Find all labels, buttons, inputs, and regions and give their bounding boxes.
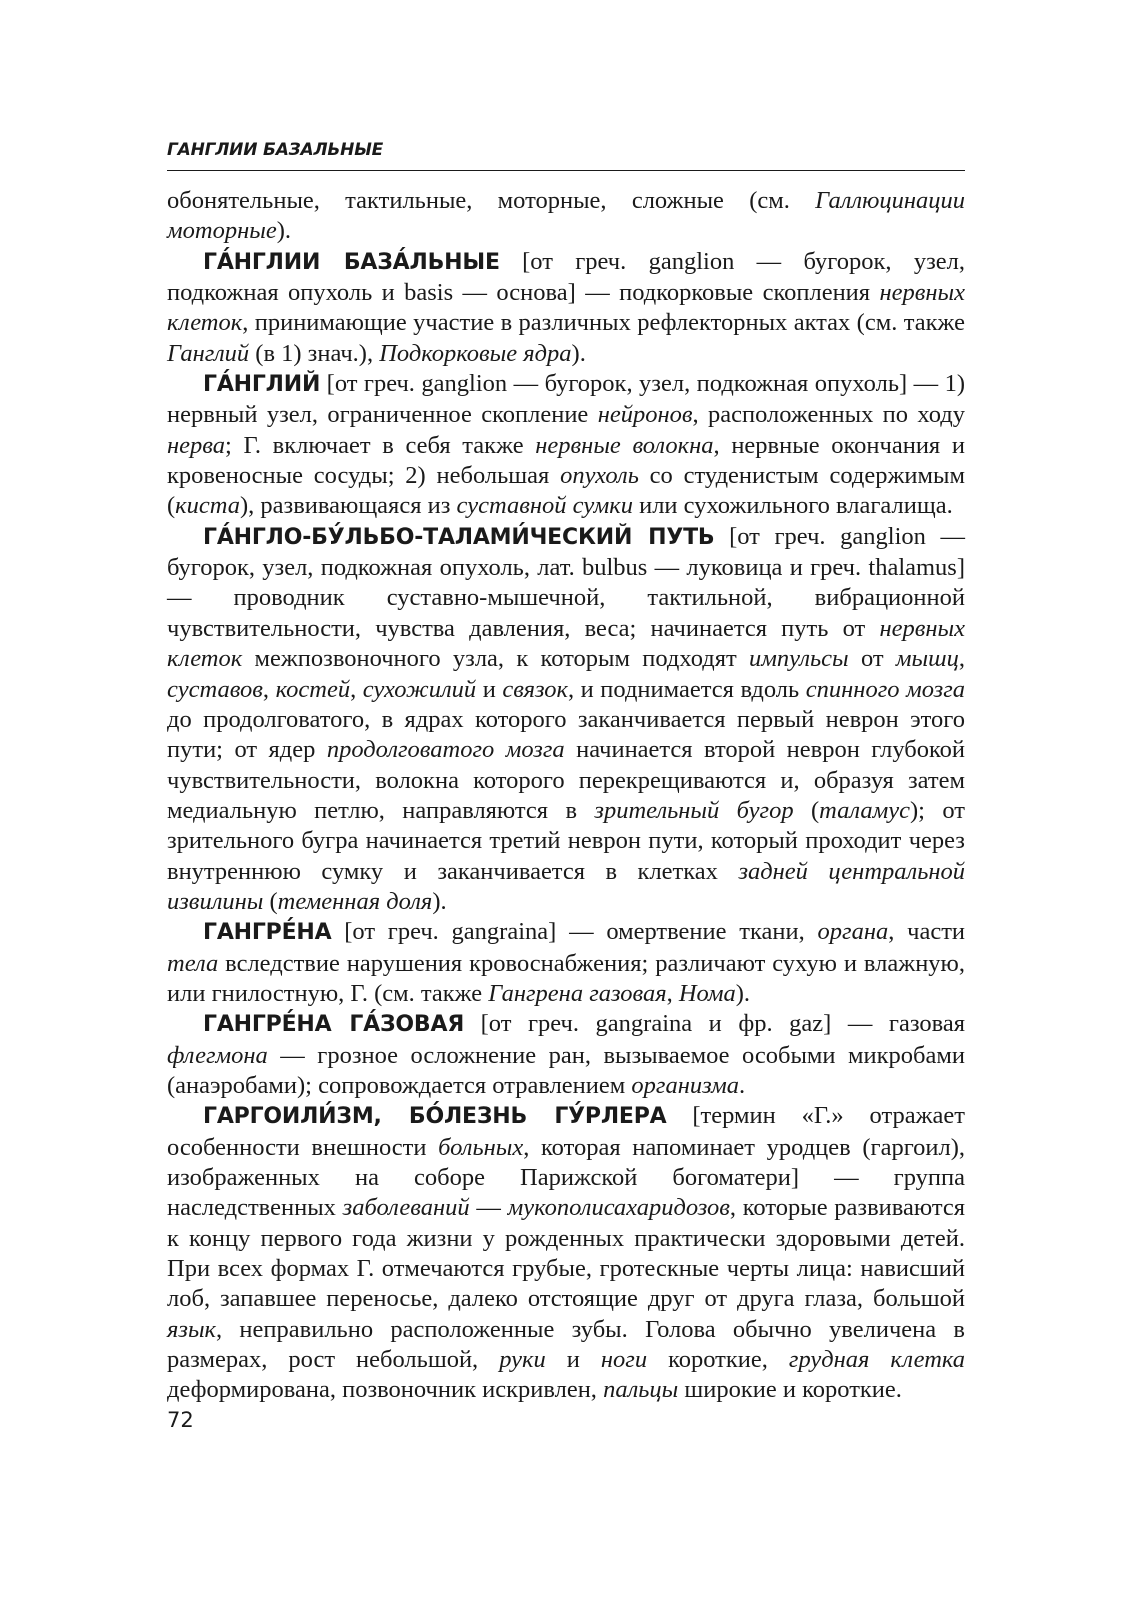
entry-text: ( [793, 796, 820, 824]
cross-reference: нерва [167, 431, 225, 459]
cross-reference: киста [175, 492, 240, 520]
entry-text: , [666, 979, 679, 1007]
entry-text: [от греч. ganglion — бугорок, узел, подкожная опухоль и basis — основа] — подкорковые скопления [167, 247, 965, 307]
dictionary-entry [167, 917, 965, 1009]
cross-reference: таламус [819, 796, 911, 824]
running-head: ГАНГЛИИ БАЗАЛЬНЫЕ [167, 140, 384, 160]
entry-text: ). [735, 979, 751, 1007]
cross-reference: теменная доля [277, 887, 433, 915]
entry-text: , [350, 675, 363, 703]
entry-text: — грозное осложнение ран, вызываемое особыми микробами (анаэробами); сопровождается отравлением [167, 1041, 965, 1099]
cross-reference: больных [438, 1133, 524, 1161]
dictionary-entry [167, 247, 965, 369]
entry-text: , нервные окончания и кровеносные сосуды; 2) небольшая [167, 431, 965, 490]
entry-text: ); от зрительного бугра начинается третий неврон пути, который проходит через внутреннюю сумку и заканчивается в клетках [167, 796, 966, 885]
entry-text: ). [432, 887, 447, 915]
cross-reference: ноги [600, 1346, 648, 1374]
cross-reference: связок [502, 675, 568, 703]
entry-text: [от греч. gangraina и фр. gaz] — газовая [464, 1010, 965, 1038]
cross-reference: Подкорковые ядра [379, 339, 572, 367]
header-rule [167, 170, 965, 171]
dictionary-body [167, 186, 965, 1406]
page-number: 72 [167, 1408, 194, 1432]
cross-reference: нервные волокна [535, 431, 714, 459]
entry-text: до продолговатого, в ядрах которого заканчивается первый неврон этого пути; от ядер [167, 705, 965, 764]
cross-reference: опухоль [560, 462, 639, 490]
entry-text: ( [263, 887, 278, 915]
cross-reference: грудная клетка [788, 1346, 965, 1374]
entry-text: широкие и короткие. [678, 1376, 902, 1404]
entry-text: — [469, 1194, 508, 1222]
cross-reference: костей [275, 675, 351, 703]
entry-text: со студенистым содержимым ( [167, 462, 965, 520]
cross-reference: тела [167, 949, 219, 977]
dictionary-entry [167, 522, 965, 917]
entry-text: и [476, 675, 503, 703]
cross-reference: руки [499, 1346, 546, 1374]
cross-reference: язык [167, 1315, 216, 1343]
entry-text: , [958, 645, 965, 673]
continuation-paragraph [167, 186, 965, 247]
entry-text: , принимающие участие в различных рефлекторных актах (см. также [242, 309, 965, 337]
cross-reference: нервных клеток [167, 279, 965, 337]
entry-headword: ГАРГОИЛИ́ЗМ, БО́ЛЕЗНЬ ГУ́РЛЕРА [203, 1104, 667, 1130]
entry-text: обонятельные, тактильные, моторные, сложные (см. [167, 187, 816, 214]
entry-headword: ГАНГРЕ́НА [203, 920, 332, 946]
cross-reference: импульсы [749, 645, 849, 673]
entry-headword: ГА́НГЛО-БУ́ЛЬБО-ТАЛАМИ́ЧЕСКИЙ ПУТЬ [203, 524, 715, 550]
cross-reference: спинного мозга [805, 675, 965, 703]
entry-text: и [545, 1346, 601, 1374]
entry-text: ), развивающаяся из [240, 492, 457, 520]
cross-reference: Нома [678, 979, 736, 1007]
dictionary-entry [167, 1101, 965, 1405]
cross-reference: зрительный бугор [594, 796, 794, 824]
entry-text: [термин «Г.» отражает особенности внешности [167, 1102, 965, 1161]
entry-headword: ГА́НГЛИЙ [203, 372, 321, 398]
cross-reference: мукополисахаридозов [507, 1194, 730, 1222]
entry-text: , и поднимается вдоль [567, 675, 806, 703]
cross-reference: продолговатого мозга [326, 736, 565, 764]
entry-text: вследствие нарушения кровоснабжения; различают сухую и влажную, или гнилостную, Г. (см. также [167, 949, 965, 1007]
dictionary-entry [167, 369, 965, 522]
cross-reference: сухожилий [362, 675, 477, 703]
cross-reference: пальцы [603, 1376, 679, 1404]
entry-text: ). [571, 339, 586, 367]
cross-reference: мышц [895, 645, 959, 673]
entry-text: от [848, 645, 896, 673]
entry-text: короткие, [647, 1346, 789, 1374]
cross-reference: организма [631, 1071, 739, 1099]
entry-text: , расположенных по ходу [692, 401, 965, 429]
entry-headword: ГА́НГЛИИ БАЗА́ЛЬНЫЕ [203, 249, 500, 275]
cross-reference: Ганглий [167, 339, 250, 367]
cross-reference: заболеваний [342, 1194, 470, 1222]
dictionary-entry [167, 1009, 965, 1101]
cross-reference: суставной сумки [456, 492, 633, 520]
cross-reference: Гангрена газовая [488, 979, 667, 1007]
entry-text: начинается второй неврон глубокой чувствительности, волокна которого перекрещиваются и, образуя затем медиальную петлю, направляются в [167, 736, 966, 824]
entry-text: , которая напоминает уродцев (гаргоил), изображенных на соборе Парижской богоматери] — группа наследственных [167, 1133, 966, 1222]
entry-headword: ГАНГРЕ́НА ГА́ЗОВАЯ [203, 1012, 465, 1038]
cross-reference: суставов [167, 675, 263, 703]
entry-text: , которые развиваются к концу первого года жизни у рожденных практически здоровыми детей. При всех формах Г. отмечаются грубые, гротескные черты лица: нависший лоб, запавшее переносье, далеко отстоящие друг от друга глаза, большой [167, 1194, 966, 1313]
entry-text: , [262, 675, 276, 703]
entry-text: [от греч. ganglion — бугорок, узел, подкожная опухоль] — 1) нервный узел, ограниченное скопление [167, 370, 965, 429]
entry-text: , части [888, 918, 966, 946]
entry-text: , неправильно расположенные зубы. Голова обычно увеличена в размерах, рост небольшой, [167, 1315, 965, 1374]
entry-text: . [738, 1071, 746, 1099]
entry-text: деформирована, позвоночник искривлен, [167, 1376, 604, 1404]
entry-text: [от греч. gangraina] — омертвение ткани, [331, 918, 818, 946]
cross-reference: нервных клеток [167, 614, 965, 673]
entry-text: ; Г. включает в себя также [225, 431, 536, 459]
entry-text: или сухожильного влагалища. [632, 492, 953, 520]
cross-reference: Галлюцинации моторные [167, 187, 965, 245]
entry-text: (в 1) знач.), [249, 339, 380, 367]
entry-text: [от греч. ganglion — бугорок, узел, подкожная опухоль, лат. bulbus — луковица и греч. thalamus] — проводник суставно-мышечной, тактильной, вибрационной чувствительности, чувства давления, веса; начинается путь от [167, 522, 965, 642]
cross-reference: флегмона [167, 1041, 268, 1069]
cross-reference: органа [817, 918, 889, 946]
entry-text: межпозвоночного узла, к которым подходят [242, 645, 749, 673]
entry-text: ). [276, 217, 291, 245]
cross-reference: нейронов [597, 401, 693, 429]
cross-reference: задней центральной извилины [167, 857, 965, 915]
